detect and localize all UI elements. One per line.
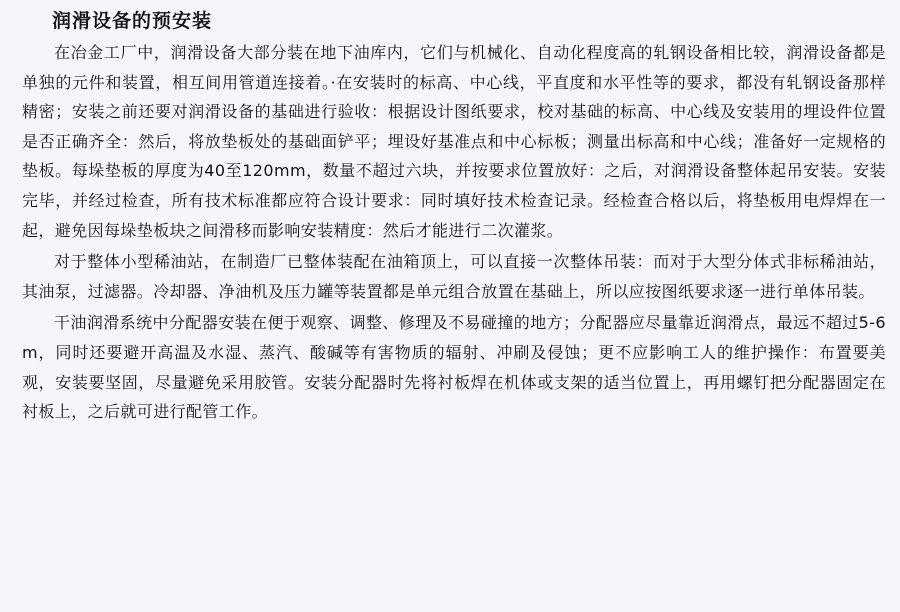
paragraph-oil-station: 对于整体小型稀油站，在制造厂已整体装配在油箱顶上，可以直接一次整体吊装：而对于大型分体式非标稀油站，其油泵，过滤器。冷却器、净油机及压力罐等装置都是单元组合放置在基础上，所以应按图纸要求逐一进行单体吊装。 <box>22 252 886 301</box>
paragraph-distributor: 干油润滑系统中分配器安装在便于观察、调整、修理及不易碰撞的地方；分配器应尽量靠近润滑点，最远不超过5-6m，同时还要避开高温及水湿、蒸汽、酸碱等有害物质的辐射、冲刷及侵蚀；更不应影响工人的维护操作：布置要美观，安装要坚固，尽量避免采用胶管。安装分配器时先将衬板焊在机体或支架的适当位置上，再用螺钉把分配器固定在衬板上，之后就可进行配管工作。 <box>22 313 886 422</box>
section-title: 润滑设备的预安装 <box>52 10 213 32</box>
paragraph-preinstallation: 在冶金工厂中，润滑设备大部分装在地下油库内，它们与机械化、自动化程度高的轧钢设备相比较，润滑设备都是单独的元件和装置，相互间用管道连接着。·在安装时的标高、中心线，平直度和水平性等的要求，都没有轧钢设备那样精密；安装之前还要对润滑设备的基础进行验收：根据设计图纸要求，校对基础的标高、中心线及安装用的埋设件位置是否正确齐全：然后，将放垫板处的基础面铲平；埋设好基准点和中心标板；测量出标高和中心线；准备好一定规格的垫板。每垛垫板的厚度为40至120mm，数量不超过六块，并按要求位置放好：之后，对润滑设备整体起吊安装。安装完毕，并经过检查，所有技术标准都应符合设计要求：同时填好技术检查记录。经检查合格以后，将垫板用电焊焊在一起，避免因每垛垫板块之间滑移而影响安装精度：然后才能进行二次灌浆。 <box>22 43 886 240</box>
